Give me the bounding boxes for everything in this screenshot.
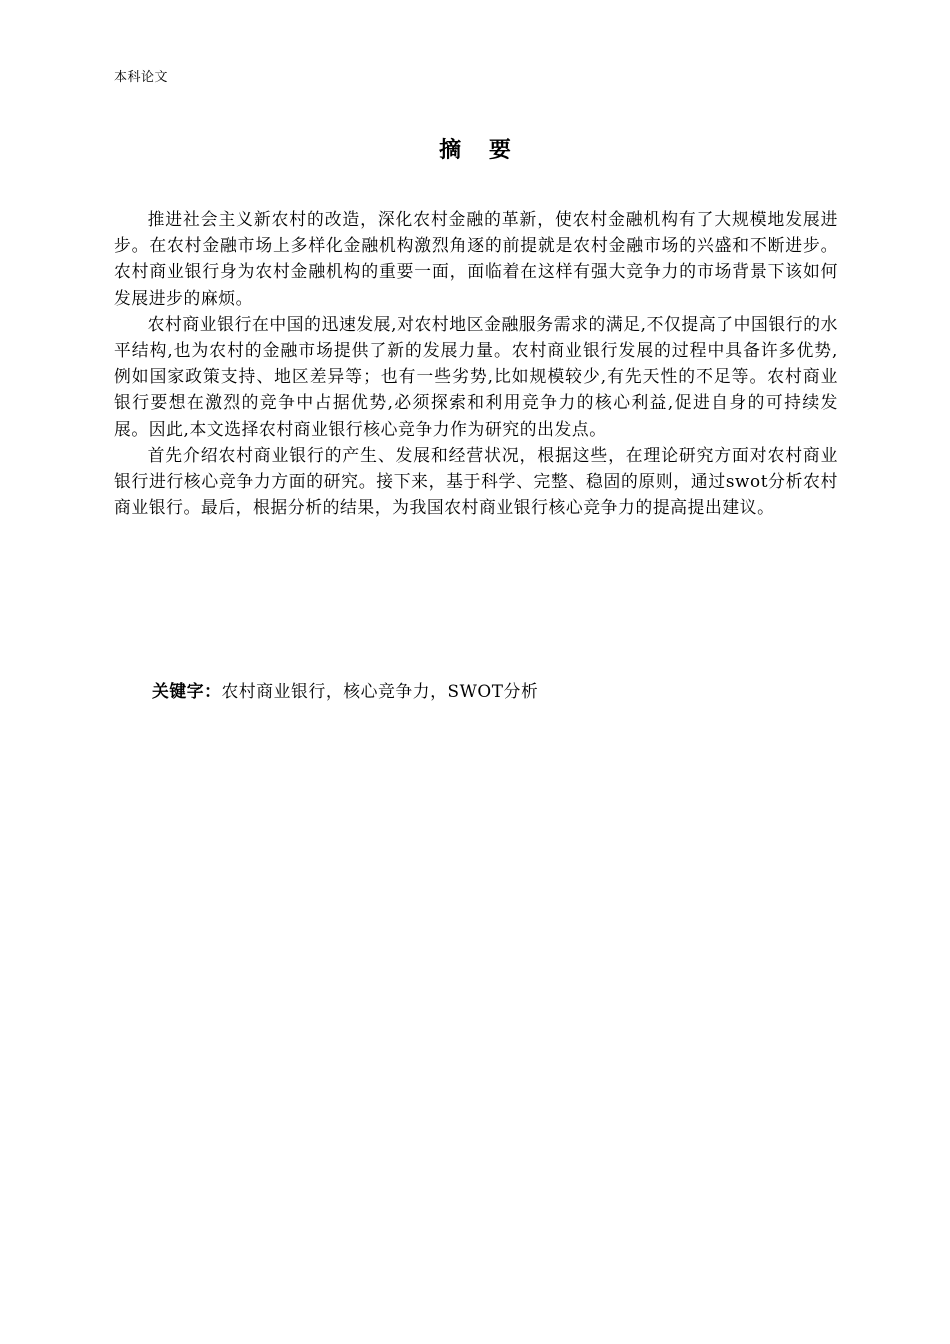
keywords-line [152,678,852,704]
keywords-text: 农村商业银行，核心竞争力，SWOT分析 [221,681,539,701]
running-header: 本科论文 [114,70,169,85]
abstract-paragraph-2: 农村商业银行在中国的迅速发展,对农村地区金融服务需求的满足,不仅提高了中国银行的水平结构,也为农村的金融市场提供了新的发展力量。农村商业银行发展的过程中具备许多优势,例如国家政策支持、地区差异等；也有一些劣势,比如规模较少,有先天性的不足等。农村商业银行要想在激烈的竞争中占据优势,必须探索和利用竞争力的核心利益,促进自身的可持续发展。因此,本文选择农村商业银行核心竞争力作为研究的出发点。 [114,313,838,439]
abstract-title: 摘 要 [439,138,521,163]
abstract-paragraph-3: 首先介绍农村商业银行的产生、发展和经营状况，根据这些，在理论研究方面对农村商业银行进行核心竞争力方面的研究。接下来，基于科学、完整、稳固的原则，通过swot分析农村商业银行。最后，根据分析的结果，为我国农村商业银行核心竞争力的提高提出建议。 [114,444,838,518]
keywords-label: 关键字： [152,681,222,701]
abstract-body [114,206,838,520]
abstract-paragraph-1: 推进社会主义新农村的改造，深化农村金融的革新，使农村金融机构有了大规模地发展进步。在农村金融市场上多样化金融机构激烈角逐的前提就是农村金融市场的兴盛和不断进步。农村商业银行身为农村金融机构的重要一面，面临着在这样有强大竞争力的市场背景下该如何发展进步的麻烦。 [114,209,838,308]
